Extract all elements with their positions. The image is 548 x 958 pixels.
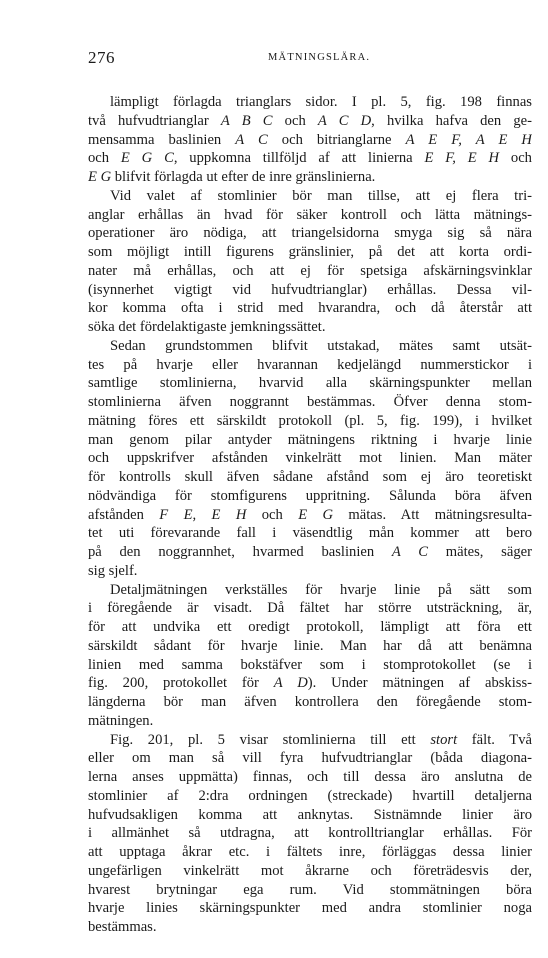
text-run: som möjligt intill figurens gränslinier, på det att korta ordi- xyxy=(88,244,532,260)
text-run: hufvudsakligen komma att anknytas. Sistnämnde linier äro xyxy=(88,806,532,823)
text-run: fig. 200, protokollet för xyxy=(88,675,274,692)
text-line xyxy=(88,187,532,206)
text-run: Fig. 201, pl. 5 visar stomlinierna till ett xyxy=(110,731,431,748)
text-run: blifvit förlagda ut efter de inre gränslinierna. xyxy=(111,169,376,185)
text-line xyxy=(88,431,532,450)
text-run: afstånden xyxy=(88,506,160,523)
text-run: ungefärligen vinkelrätt mot åkrarne och företrädesvis der, xyxy=(88,862,532,879)
text-run: anglar erhållas än hvad för säker kontroll och lätta mätnings- xyxy=(88,206,532,223)
text-line xyxy=(88,637,532,656)
text-run: eller om man så vill fyra hufvudtrianglar (båda diagona- xyxy=(88,750,532,767)
text-run: och uppskrifver afstånden vinkelrätt mot linien. Man mäter xyxy=(88,450,532,467)
italic-text: stort xyxy=(430,731,458,748)
text-line xyxy=(88,206,532,225)
text-run: mätes, säger xyxy=(428,544,532,560)
text-line xyxy=(88,224,532,243)
paragraph xyxy=(88,93,532,187)
text-run: för att undvika ett oredigt protokoll, lämpligt att föra ett xyxy=(88,619,532,635)
text-run: särskildt sådant för hvarje linie. Man har då att benämna xyxy=(88,637,532,654)
text-run: mätning föres ett särskildt protokoll (pl. 5, fig. 199), i hvilket xyxy=(88,412,532,429)
italic-text: A E F, A E H xyxy=(405,131,532,148)
text-line xyxy=(88,131,532,150)
text-line xyxy=(88,149,532,168)
text-line xyxy=(88,243,532,262)
text-line xyxy=(88,806,532,825)
text-line xyxy=(88,693,532,712)
text-line xyxy=(88,543,532,562)
text-run: bestämmas. xyxy=(88,919,157,935)
text-run: stomlinierna äfven noggrannt bestämmas. Öfver denna stom- xyxy=(88,394,532,410)
text-line xyxy=(88,562,532,581)
text-line xyxy=(88,449,532,468)
text-line xyxy=(88,487,532,506)
text-run: längderna bör man äfven kontrollera den föregående stom- xyxy=(88,694,532,710)
text-run: nater må erhållas, och att ej för spetsiga afskärningsvinklar xyxy=(88,262,532,279)
text-line xyxy=(88,93,532,112)
text-line xyxy=(88,768,532,787)
italic-text: A D xyxy=(273,675,308,692)
text-run: söka det fördelaktigaste jemkningssättet. xyxy=(88,319,326,335)
text-line xyxy=(88,581,532,600)
text-run: tet uti förevarande fall i väsendtlig mån kommer att bero xyxy=(88,525,532,542)
text-run: , hvilka hafva den ge- xyxy=(371,112,532,129)
text-line xyxy=(88,599,532,618)
text-line xyxy=(88,393,532,412)
text-line xyxy=(88,299,532,318)
page-header xyxy=(88,48,468,74)
text-line xyxy=(88,881,532,900)
text-run: tes på hvarje eller hvarannan kedjelängd nummerstickor i xyxy=(88,356,532,373)
text-line xyxy=(88,468,532,487)
text-line xyxy=(88,524,532,543)
text-line xyxy=(88,862,532,881)
text-run: samtlige stomlinierna, hvarvid alla skärningspunkter mellan xyxy=(88,375,532,392)
text-run: lämpligt förlagda trianglars sidor. I pl. 5, fig. 198 finnas xyxy=(110,94,532,110)
italic-text: E G xyxy=(298,506,334,523)
text-run: och xyxy=(499,150,532,167)
text-run: sig sjelf. xyxy=(88,562,138,579)
text-run: mensamma baslinien xyxy=(88,131,236,148)
text-line xyxy=(88,899,532,918)
text-run: mätas. Att mätningsresulta- xyxy=(333,506,532,523)
text-run: i allmänhet så utdragna, att kontrolltrianglar erhållas. För xyxy=(88,825,532,842)
text-line xyxy=(88,112,532,131)
body-text xyxy=(88,93,532,937)
text-run: stomlinier af 2:dra ordningen (streckade) hvartill detaljerna xyxy=(88,787,532,804)
italic-text: E F, E H xyxy=(424,150,500,167)
text-line xyxy=(88,506,532,525)
italic-text: A B C xyxy=(220,112,273,129)
text-line xyxy=(88,168,532,187)
text-line xyxy=(88,918,532,937)
italic-text: E G xyxy=(88,169,112,185)
text-run: och bitrianglarne xyxy=(267,131,406,148)
text-run: nödvändiga för stomfigurens uppritning. Sålunda böra äfven xyxy=(88,487,532,504)
text-run: Vid valet af stomlinier bör man tillse, att ej flera tri- xyxy=(110,187,532,204)
text-run: två hufvudtrianglar xyxy=(88,112,221,129)
italic-text: A C D xyxy=(317,112,372,129)
text-run: på den noggrannhet, hvarmed baslinien xyxy=(88,544,392,560)
paragraph xyxy=(88,581,532,731)
italic-text: A C xyxy=(235,131,268,148)
text-run: operationer äro nödiga, att triangelsidorna smyga sig så nära xyxy=(88,225,532,242)
text-line xyxy=(88,374,532,393)
text-line xyxy=(88,281,532,300)
text-line xyxy=(88,712,532,731)
text-run: för kontrolls skull äfven sådane afstånd som ej äro teoretiskt xyxy=(88,469,532,485)
text-run: att upptaga åkrar etc. i fältets inre, förläggas dessa linier xyxy=(88,844,532,860)
page-number: 276 xyxy=(88,48,115,67)
text-run: ). Under mätningen af abskiss- xyxy=(307,675,532,692)
text-run: Detaljmätningen verkställes för hvarje linie på sätt som xyxy=(110,581,532,598)
text-run: och xyxy=(272,112,318,129)
text-run: , uppkomna tillföljd af att linierna xyxy=(173,150,425,167)
italic-text: E G C xyxy=(120,150,174,167)
text-line xyxy=(88,656,532,675)
text-run: mätningen. xyxy=(88,712,154,729)
text-line xyxy=(88,731,532,750)
text-line xyxy=(88,749,532,768)
text-run: kor komma ofta i strid med hvarandra, och då återstår att xyxy=(88,300,532,317)
text-line xyxy=(88,262,532,281)
text-run: linien med samma bokstäfver som i stomprotokollet (se i xyxy=(88,656,532,673)
running-head: MÄTNINGSLÄRA. xyxy=(268,52,371,63)
text-run: och xyxy=(88,150,121,167)
text-run: och xyxy=(246,506,299,523)
text-run: Sedan grundstommen blifvit utstakad, mätes samt utsät- xyxy=(110,337,532,354)
text-line xyxy=(88,824,532,843)
text-run: (isynnerhet vigtigt vid hufvudtrianglar) erhållas. Dessa vil- xyxy=(88,281,532,298)
italic-text: F E, E H xyxy=(159,506,247,523)
text-line xyxy=(88,356,532,375)
paragraph xyxy=(88,187,532,337)
text-line xyxy=(88,674,532,693)
text-line xyxy=(88,843,532,862)
text-run: fält. Två xyxy=(457,731,532,748)
text-line xyxy=(88,337,532,356)
text-line xyxy=(88,412,532,431)
italic-text: A C xyxy=(391,544,429,560)
text-run: hvarest brytningar ega rum. Vid stommätningen böra xyxy=(88,881,532,898)
text-line xyxy=(88,318,532,337)
paragraph xyxy=(88,337,532,581)
text-line xyxy=(88,618,532,637)
text-run: i föregående är visadt. Då fältet har större utsträckning, är, xyxy=(88,600,532,617)
text-run: lerna anses uppmätta) finnas, och till dessa äro anslutna de xyxy=(88,769,532,785)
text-run: man genom pilar antyder mätningens riktning i hvarje linie xyxy=(88,431,532,448)
text-line xyxy=(88,787,532,806)
paragraph xyxy=(88,731,532,937)
text-run: hvarje linies skärningspunkter med andra stomlinier noga xyxy=(88,900,532,917)
